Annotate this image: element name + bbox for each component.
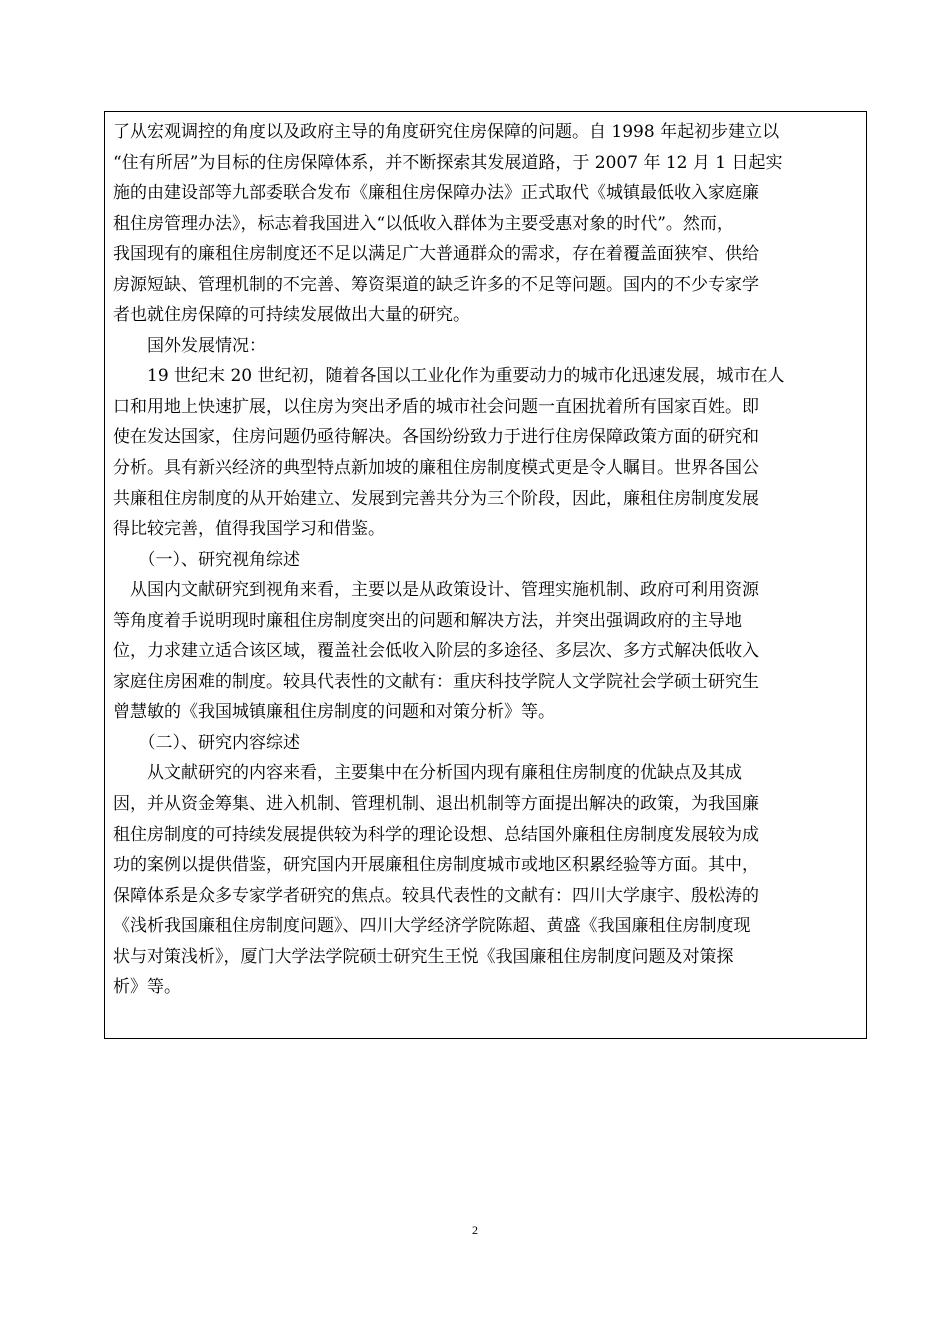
text-line: 析》等。 (113, 977, 181, 998)
text-line: 保障体系是众多专家学者研究的焦点。较具代表性的文献有：四川大学康宇、殷松涛的 (113, 885, 759, 906)
text-line: 分析。具有新兴经济的典型特点新加坡的廉租住房制度模式更是令人瞩目。世界各国公 (113, 458, 759, 479)
text-line: 功的案例以提供借鉴，研究国内开展廉租住房制度城市或地区积累经验等方面。其中， (113, 855, 759, 876)
section-heading: （一）、研究视角综述 (113, 549, 300, 570)
text-line: “住有所居”为目标的住房保障体系，并不断探索其发展道路，于 2007 年 12 月 1 日起实 (113, 152, 783, 173)
text-line: 等角度着手说明现时廉租住房制度突出的问题和解决方法，并突出强调政府的主导地 (113, 610, 742, 631)
section-heading: （二）、研究内容综述 (113, 732, 300, 753)
text-line: 得比较完善，值得我国学习和借鉴。 (113, 519, 385, 540)
text-line: 19 世纪末 20 世纪初，随着各国以工业化作为重要动力的城市化迅速发展，城市在人 (113, 366, 785, 387)
text-line: 从国内文献研究到视角来看，主要以是从政策设计、管理实施机制、政府可利用资源 (113, 580, 759, 601)
text-line: 位，力求建立适合该区域，覆盖社会低收入阶层的多途径、多层次、多方式解决低收入 (113, 641, 759, 662)
text-line: 施的由建设部等九部委联合发布《廉租住房保障办法》正式取代《城镇最低收入家庭廉 (113, 183, 759, 204)
text-line: 我国现有的廉租住房制度还不足以满足广大普通群众的需求，存在着覆盖面狭窄、供给 (113, 244, 759, 265)
text-block (113, 117, 858, 1003)
text-line: 共廉租住房制度的从开始建立、发展到完善共分为三个阶段，因此，廉租住房制度发展 (113, 488, 759, 509)
text-line: 租住房管理办法》，标志着我国进入“以低收入群体为主要受惠对象的时代”。然而， (113, 213, 734, 234)
text-line: 租住房制度的可持续发展提供较为科学的理论设想、总结国外廉租住房制度发展较为成 (113, 824, 759, 845)
text-line: 状与对策浅析》，厦门大学法学院硕士研究生王悦《我国廉租住房制度问题及对策探 (113, 946, 734, 967)
text-line: 使在发达国家，住房问题仍亟待解决。各国纷纷致力于进行住房保障政策方面的研究和 (113, 427, 759, 448)
text-line: 口和用地上快速扩展，以住房为突出矛盾的城市社会问题一直困扰着所有国家百姓。即 (113, 396, 759, 417)
text-line: 家庭住房困难的制度。较具代表性的文献有：重庆科技学院人文学院社会学硕士研究生 (113, 671, 759, 692)
text-line: 从文献研究的内容来看，主要集中在分析国内现有廉租住房制度的优缺点及其成 (113, 763, 742, 784)
text-line: 房源短缺、管理机制的不完善、筹资渠道的缺乏许多的不足等问题。国内的不少专家学 (113, 274, 759, 295)
text-line: 因，并从资金筹集、进入机制、管理机制、退出机制等方面提出解决的政策，为我国廉 (113, 794, 759, 815)
section-heading: 国外发展情况： (113, 335, 266, 356)
text-line: 了从宏观调控的角度以及政府主导的角度研究住房保障的问题。自 1998 年起初步建立以 (113, 122, 780, 142)
text-line: 《浅析我国廉租住房制度问题》、四川大学经济学院陈超、黄盛《我国廉租住房制度现 (113, 916, 751, 937)
page-number: 2 (472, 1223, 478, 1237)
content-box (104, 111, 867, 1039)
text-line: 者也就住房保障的可持续发展做出大量的研究。 (113, 305, 470, 326)
text-line: 曾慧敏的《我国城镇廉租住房制度的问题和对策分析》等。 (113, 702, 555, 723)
